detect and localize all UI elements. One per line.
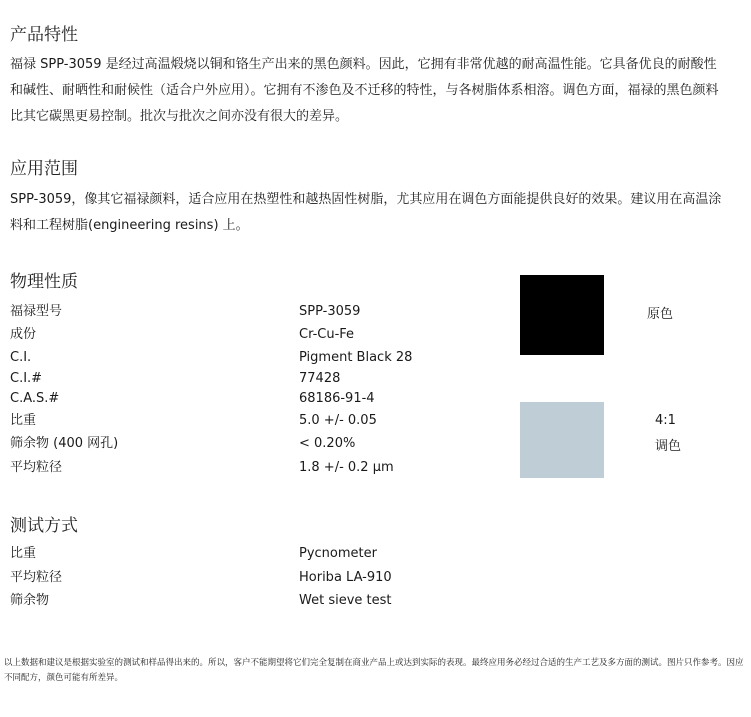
property-label-cas: C.A.S.# [10, 391, 60, 406]
property-label-specific-gravity: 比重 [10, 413, 37, 428]
test-label-specific-gravity: 比重 [10, 546, 37, 561]
tint-label: 调色 [655, 439, 682, 454]
property-value-specific-gravity: 5.0 +/- 0.05 [299, 413, 377, 428]
property-label-particle-size: 平均粒径 [10, 460, 63, 475]
section-heading-physical: 物理性质 [10, 272, 78, 292]
disclaimer-text: 以上数据和建议是根据实验室的测试和样品得出来的。所以，客户不能期望将它们完全复制在商业产品上或达到实际的表现。最终应用务必经过合适的生产工艺及多方面的测试。图片只作参考。因应不同配方，颜色可能有所差异。 [4, 658, 744, 683]
masstone-swatch [520, 275, 604, 355]
property-value-sieve-residue: < 0.20% [299, 436, 356, 451]
section-heading-features: 产品特性 [10, 25, 78, 45]
applications-paragraph: SPP-3059，像其它福禄颜料，适合应用在热塑性和越热固性树脂，尤其应用在调色方面能提供良好的效果。建议用在高温涂料和工程树脂(engineering resins) 上。 [10, 192, 722, 233]
property-value-ci: Pigment Black 28 [299, 350, 413, 365]
property-value-ci-number: 77428 [299, 371, 341, 386]
property-label-composition: 成份 [10, 327, 37, 342]
property-label-model: 福禄型号 [10, 304, 63, 319]
test-label-particle-size: 平均粒径 [10, 570, 63, 585]
property-value-composition: Cr-Cu-Fe [299, 327, 355, 342]
test-label-sieve-residue: 筛余物 [10, 593, 50, 608]
tint-ratio: 4:1 [655, 413, 676, 428]
tint-swatch [520, 402, 604, 478]
property-label-ci-number: C.I.# [10, 371, 43, 386]
property-label-sieve-residue: 筛余物 (400 网孔) [10, 436, 119, 451]
test-value-particle-size: Horiba LA-910 [299, 570, 392, 585]
section-heading-applications: 应用范围 [10, 159, 78, 179]
property-label-ci: C.I. [10, 350, 32, 365]
test-value-sieve-residue: Wet sieve test [299, 593, 392, 608]
features-paragraph: 福禄 SPP-3059 是经过高温煅烧以铜和铬生产出来的黑色颜料。因此，它拥有非常优越的耐高温性能。它具备优良的耐酸性和碱性、耐晒性和耐候性（适合户外应用）。它拥有不渗色及不迁移的特性，与各树脂体系相溶。调色方面，福禄的黑色颜料比其它碳黑更易控制。批次与批次之间亦没有很大的差异。 [10, 57, 719, 124]
property-value-particle-size: 1.8 +/- 0.2 µm [299, 460, 394, 475]
property-value-model: SPP-3059 [299, 304, 361, 319]
test-value-specific-gravity: Pycnometer [299, 546, 377, 561]
masstone-label: 原色 [647, 307, 674, 322]
section-heading-testing: 测试方式 [10, 516, 78, 536]
property-value-cas: 68186-91-4 [299, 391, 375, 406]
